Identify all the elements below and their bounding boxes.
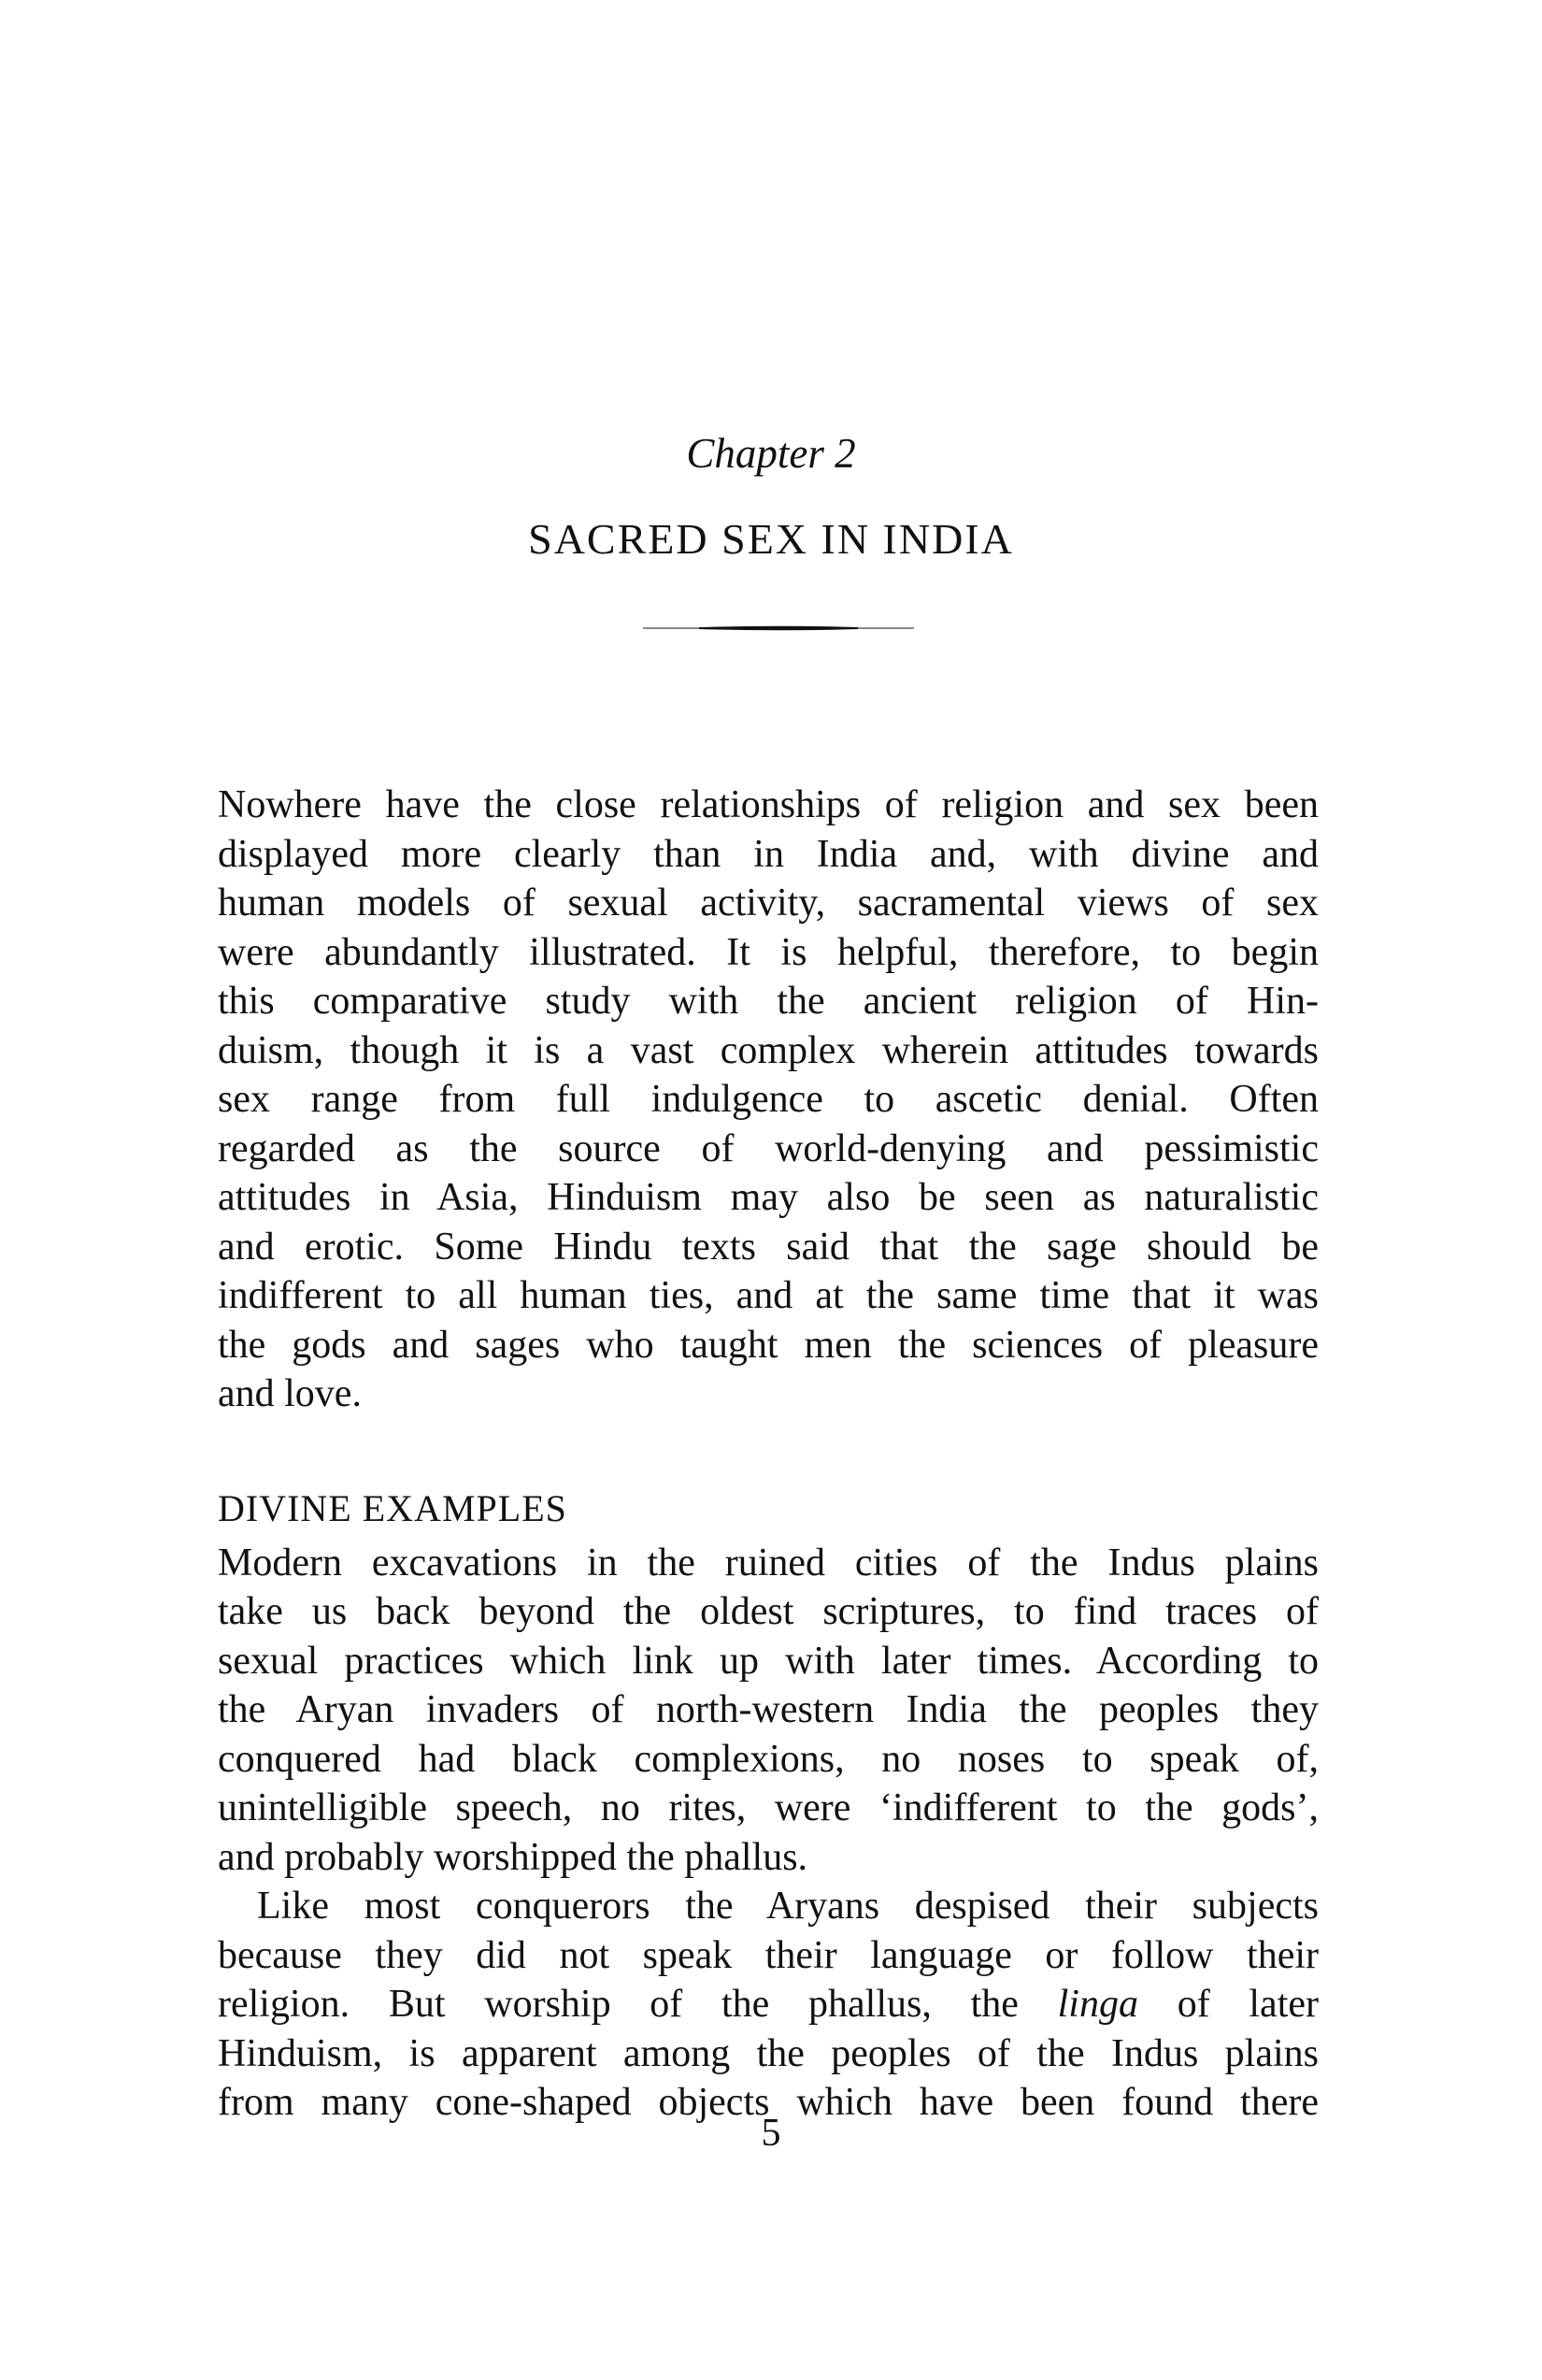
text-line: Modern excavations in the ruined cities of the Indus plains [218,1541,1319,1584]
text-line: the Aryan invaders of north-western India the peoples they [218,1688,1319,1731]
text-line: Like most conquerors the Aryans despised their subjects [257,1885,1319,1928]
italic-term: linga [1057,1983,1138,2026]
text-line: displayed more clearly than in India and, with divine and [218,832,1319,876]
text-line: from many cone-shaped objects which have been found there [218,2081,1319,2124]
chapter-label: Chapter 2 [686,430,856,477]
text-line: attitudes in Asia, Hinduism may also be seen as naturalistic [218,1176,1319,1219]
text-line: take us back beyond the oldest scriptures, to find traces of [218,1590,1319,1633]
intro-paragraph [218,781,1319,1419]
text-line: because they did not speak their language or follow their [218,1933,1319,1977]
text-line: regarded as the source of world-denying and pessimistic [218,1126,1319,1170]
text-line: sex range from full indulgence to ascetic denial. Often [218,1078,1319,1121]
text-segment: religion. But worship of the phallus, the [218,1983,1058,2026]
text-line: and love. [218,1372,362,1415]
section-heading: DIVINE EXAMPLES [218,1487,567,1529]
text-line: human models of sexual activity, sacramental views of sex [218,882,1319,925]
text-line: the gods and sages who taught men the sciences of pleasure [218,1323,1319,1367]
text-line: were abundantly illustrated. It is helpful, therefore, to begin [218,930,1319,974]
text-line: indifferent to all human ties, and at the same time that it was [218,1274,1319,1317]
text-line: sexual practices which link up with later times. According to [218,1639,1319,1683]
text-line [218,1980,1319,2029]
text-line: duism, though it is a vast complex wherein attitudes towards [218,1028,1319,1072]
divine-examples-section [218,1484,1319,2128]
text-line: conquered had black complexions, no noses to speak of, [218,1737,1319,1781]
chapter-title: SACRED SEX IN INDIA [528,515,1014,563]
page-number: 5 [761,2112,781,2155]
text-line: unintelligible speech, no rites, were ‘indifferent to the gods’, [218,1786,1319,1829]
text-line: Hinduism, is apparent among the peoples of the Indus plains [218,2031,1319,2075]
text-segment: of later [1137,1983,1319,2026]
text-line: Nowhere have the close relationships of religion and sex been [218,783,1319,826]
text-line: and probably worshipped the phallus. [218,1835,808,1879]
ornament-rule-icon [643,624,914,632]
text-line: this comparative study with the ancient religion of Hin- [218,980,1319,1023]
text-line: and erotic. Some Hindu texts said that the sage should be [218,1225,1319,1269]
